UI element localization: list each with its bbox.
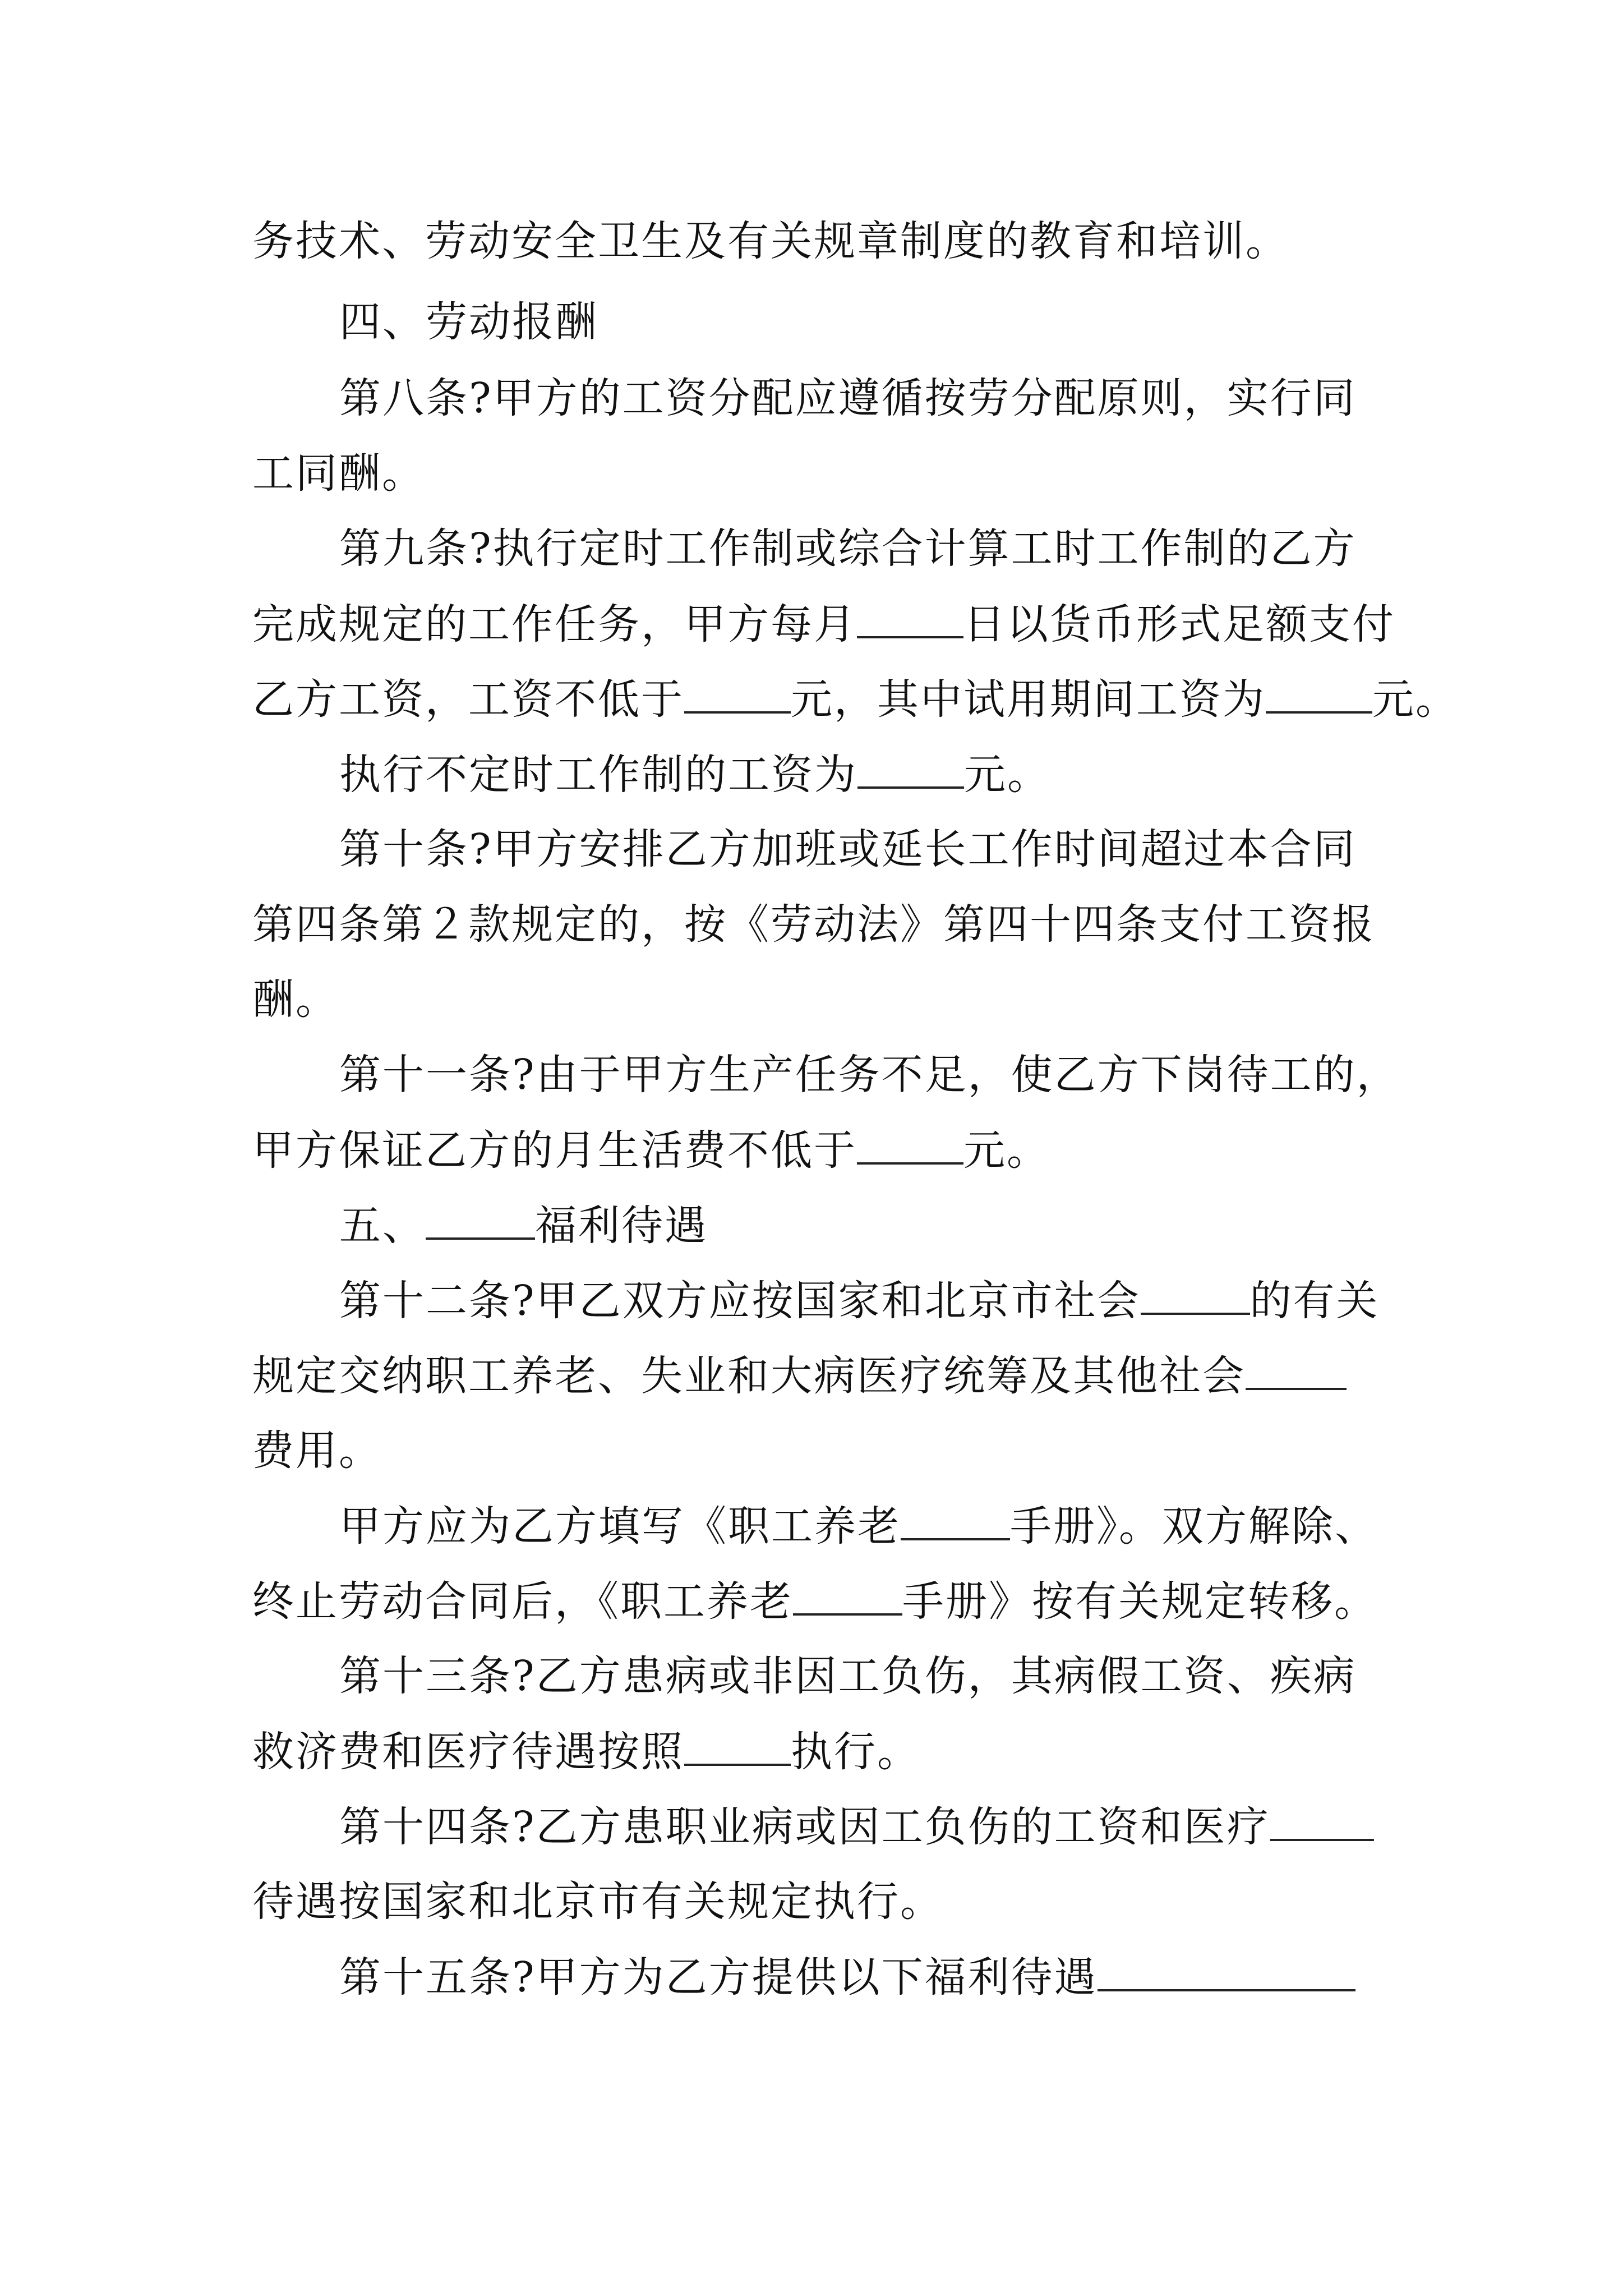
blank-field [684, 671, 791, 714]
text-line: 费用。 [252, 1427, 382, 1475]
blank-field [684, 1723, 791, 1766]
blank-field [1266, 671, 1372, 714]
text-line: 甲方应为乙方填写《职工养老 手册》。双方解除、 [339, 1498, 1378, 1554]
blank-field [1246, 1347, 1347, 1390]
blank-field [901, 1498, 1010, 1540]
text-line: 救济费和医疗待遇按照 执行。 [252, 1723, 920, 1780]
text-line: 规定交纳职工养老、失业和大病医疗统筹及其他社会 [252, 1347, 1347, 1404]
text-line: 待遇按国家和北京市有关规定执行。 [252, 1878, 943, 1926]
text-line: 完成规定的工作任务，甲方每月 日以货币形式足额支付 [252, 596, 1395, 652]
text-line: 第四条第２款规定的，按《劳动法》第四十四条支付工资报 [252, 900, 1375, 949]
article-10: 第十条?甲方安排乙方加班或延长工作时间超过本合同 [339, 825, 1357, 873]
blank-field [426, 1197, 535, 1240]
blank-field [793, 1573, 902, 1616]
article-12: 第十二条?甲乙双方应按国家和北京市社会 的有关 [339, 1272, 1380, 1329]
article-11: 第十一条?由于甲方生产任务不足，使乙方下岗待工的， [339, 1051, 1400, 1099]
blank-field [1270, 1798, 1374, 1841]
text-line: 终止劳动合同后，《职工养老 手册》按有关规定转移。 [252, 1573, 1377, 1630]
section-heading-labor-pay: 四、劳动报酬 [339, 298, 598, 346]
section-heading-welfare: 五、 福利待遇 [339, 1197, 708, 1254]
article-14: 第十四条?乙方患职业病或因工负伤的工资和医疗 [339, 1798, 1374, 1855]
article-8: 第八条?甲方的工资分配应遵循按劳分配原则，实行同 [339, 374, 1357, 422]
article-13: 第十三条?乙方患病或非因工负伤，其病假工资、疾病 [339, 1652, 1357, 1700]
text-line: 执行不定时工作制的工资为 元。 [339, 746, 1050, 803]
text-line: 工同酬。 [252, 449, 425, 498]
blank-field [857, 596, 963, 638]
blank-field [1141, 1272, 1250, 1315]
text-line: 乙方工资，工资不低于 元，其中试用期间工资为 元。 [252, 671, 1459, 728]
article-15: 第十五条?甲方为乙方提供以下福利待遇 [339, 1949, 1355, 2005]
blank-field [857, 746, 964, 789]
text-line: 务技术、劳动安全卫生及有关规章制度的教育和培训。 [252, 217, 1289, 265]
blank-field [1098, 1949, 1355, 1991]
article-9: 第九条?执行定时工作制或综合计算工时工作制的乙方 [339, 524, 1357, 573]
blank-field [857, 1122, 963, 1165]
text-line: 甲方保证乙方的月生活费不低于 元。 [252, 1122, 1050, 1179]
text-line: 酬。 [252, 976, 339, 1024]
